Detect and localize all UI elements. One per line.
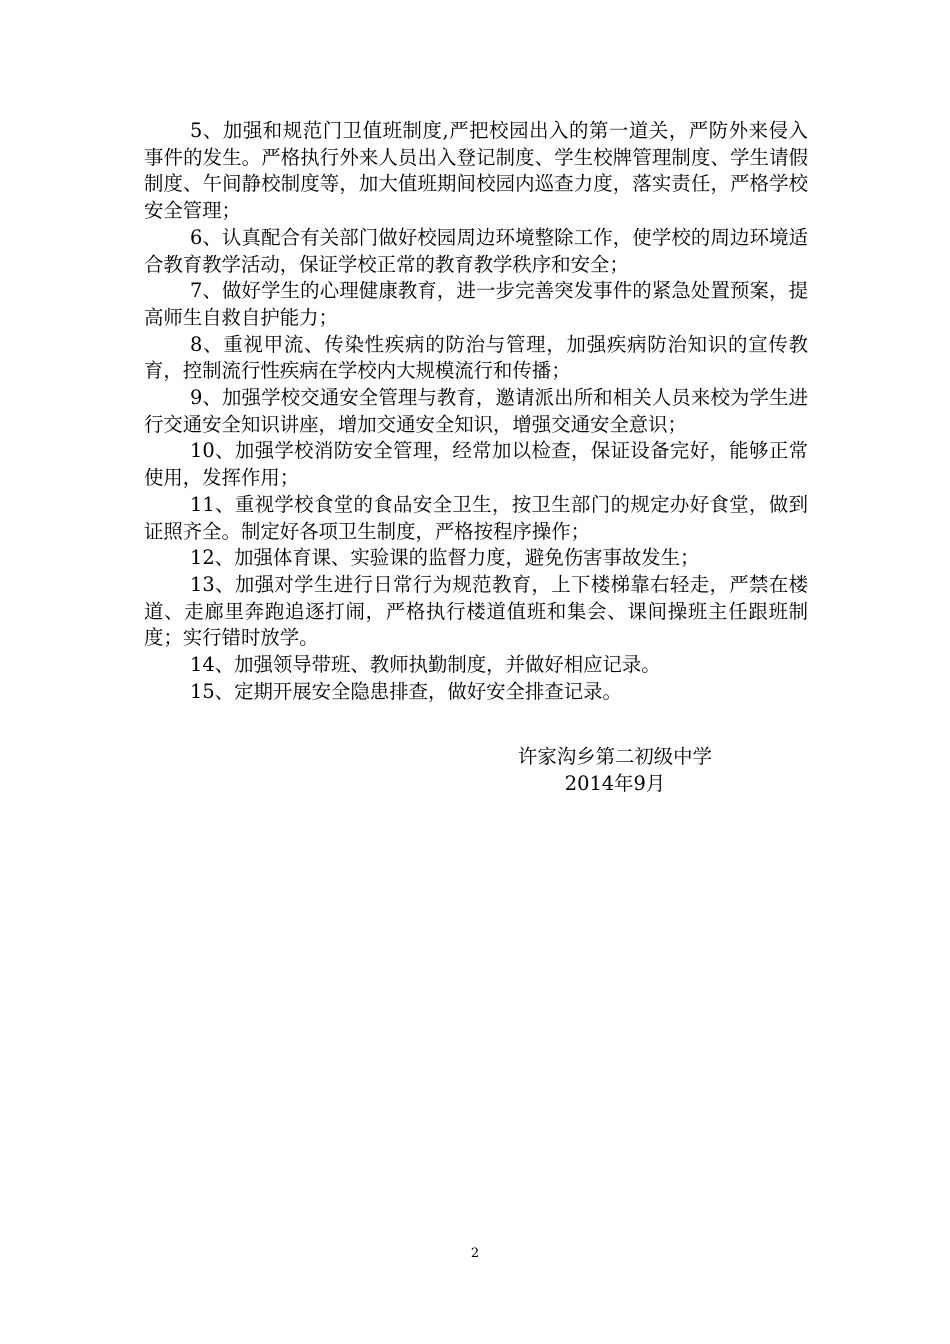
signature-school: 许家沟乡第二初级中学 [518,745,712,768]
paragraph-item-9: 9、加强学校交通安全管理与教育，邀请派出所和相关人员来校为学生进行交通安全知识讲座，增加交通安全知识，增强交通安全意识； [144,386,808,436]
document-body [144,118,808,705]
paragraph-item-5: 5、加强和规范门卫值班制度,严把校园出入的第一道关，严防外来侵入事件的发生。严格执行外来人员出入登记制度、学生校牌管理制度、学生请假制度、午间静校制度等，加大值班期间校园内巡查力度，落实责任，严格学校安全管理； [144,119,808,223]
paragraph-item-15: 15、定期开展安全隐患排查，做好安全排查记录。 [190,679,622,703]
paragraph-item-11: 11、重视学校食堂的食品安全卫生，按卫生部门的规定办好食堂，做到证照齐全。制定好各项卫生制度，严格按程序操作； [144,492,808,543]
paragraph-item-6: 6、认真配合有关部门做好校园周边环境整除工作，使学校的周边环境适合教育教学活动，保证学校正常的教育教学秩序和安全； [144,225,808,276]
signature-block [480,744,750,797]
signature-date: 2014年9月 [564,771,666,795]
paragraph-item-14: 14、加强领导带班、教师执勤制度，并做好相应记录。 [190,653,661,677]
paragraph-item-7: 7、做好学生的心理健康教育，进一步完善突发事件的紧急处置预案，提高师生自救自护能力； [144,279,808,329]
paragraph-item-13: 13、加强对学生进行日常行为规范教育，上下楼梯靠右轻走，严禁在楼道、走廊里奔跑追逐打闹，严格执行楼道值班和集会、课间操班主任跟班制度；实行错时放学。 [144,572,808,650]
paragraph-item-12: 12、加强体育课、实验课的监督力度，避免伤害事故发生； [190,546,700,570]
page-number: 2 [470,1246,480,1261]
paragraph-item-10: 10、加强学校消防安全管理，经常加以检查，保证设备完好，能够正常使用，发挥作用； [144,439,808,490]
paragraph-item-8: 8、重视甲流、传染性疾病的防治与管理，加强疾病防治知识的宣传教育，控制流行性疾病在学校内大规模流行和传播； [144,332,808,383]
